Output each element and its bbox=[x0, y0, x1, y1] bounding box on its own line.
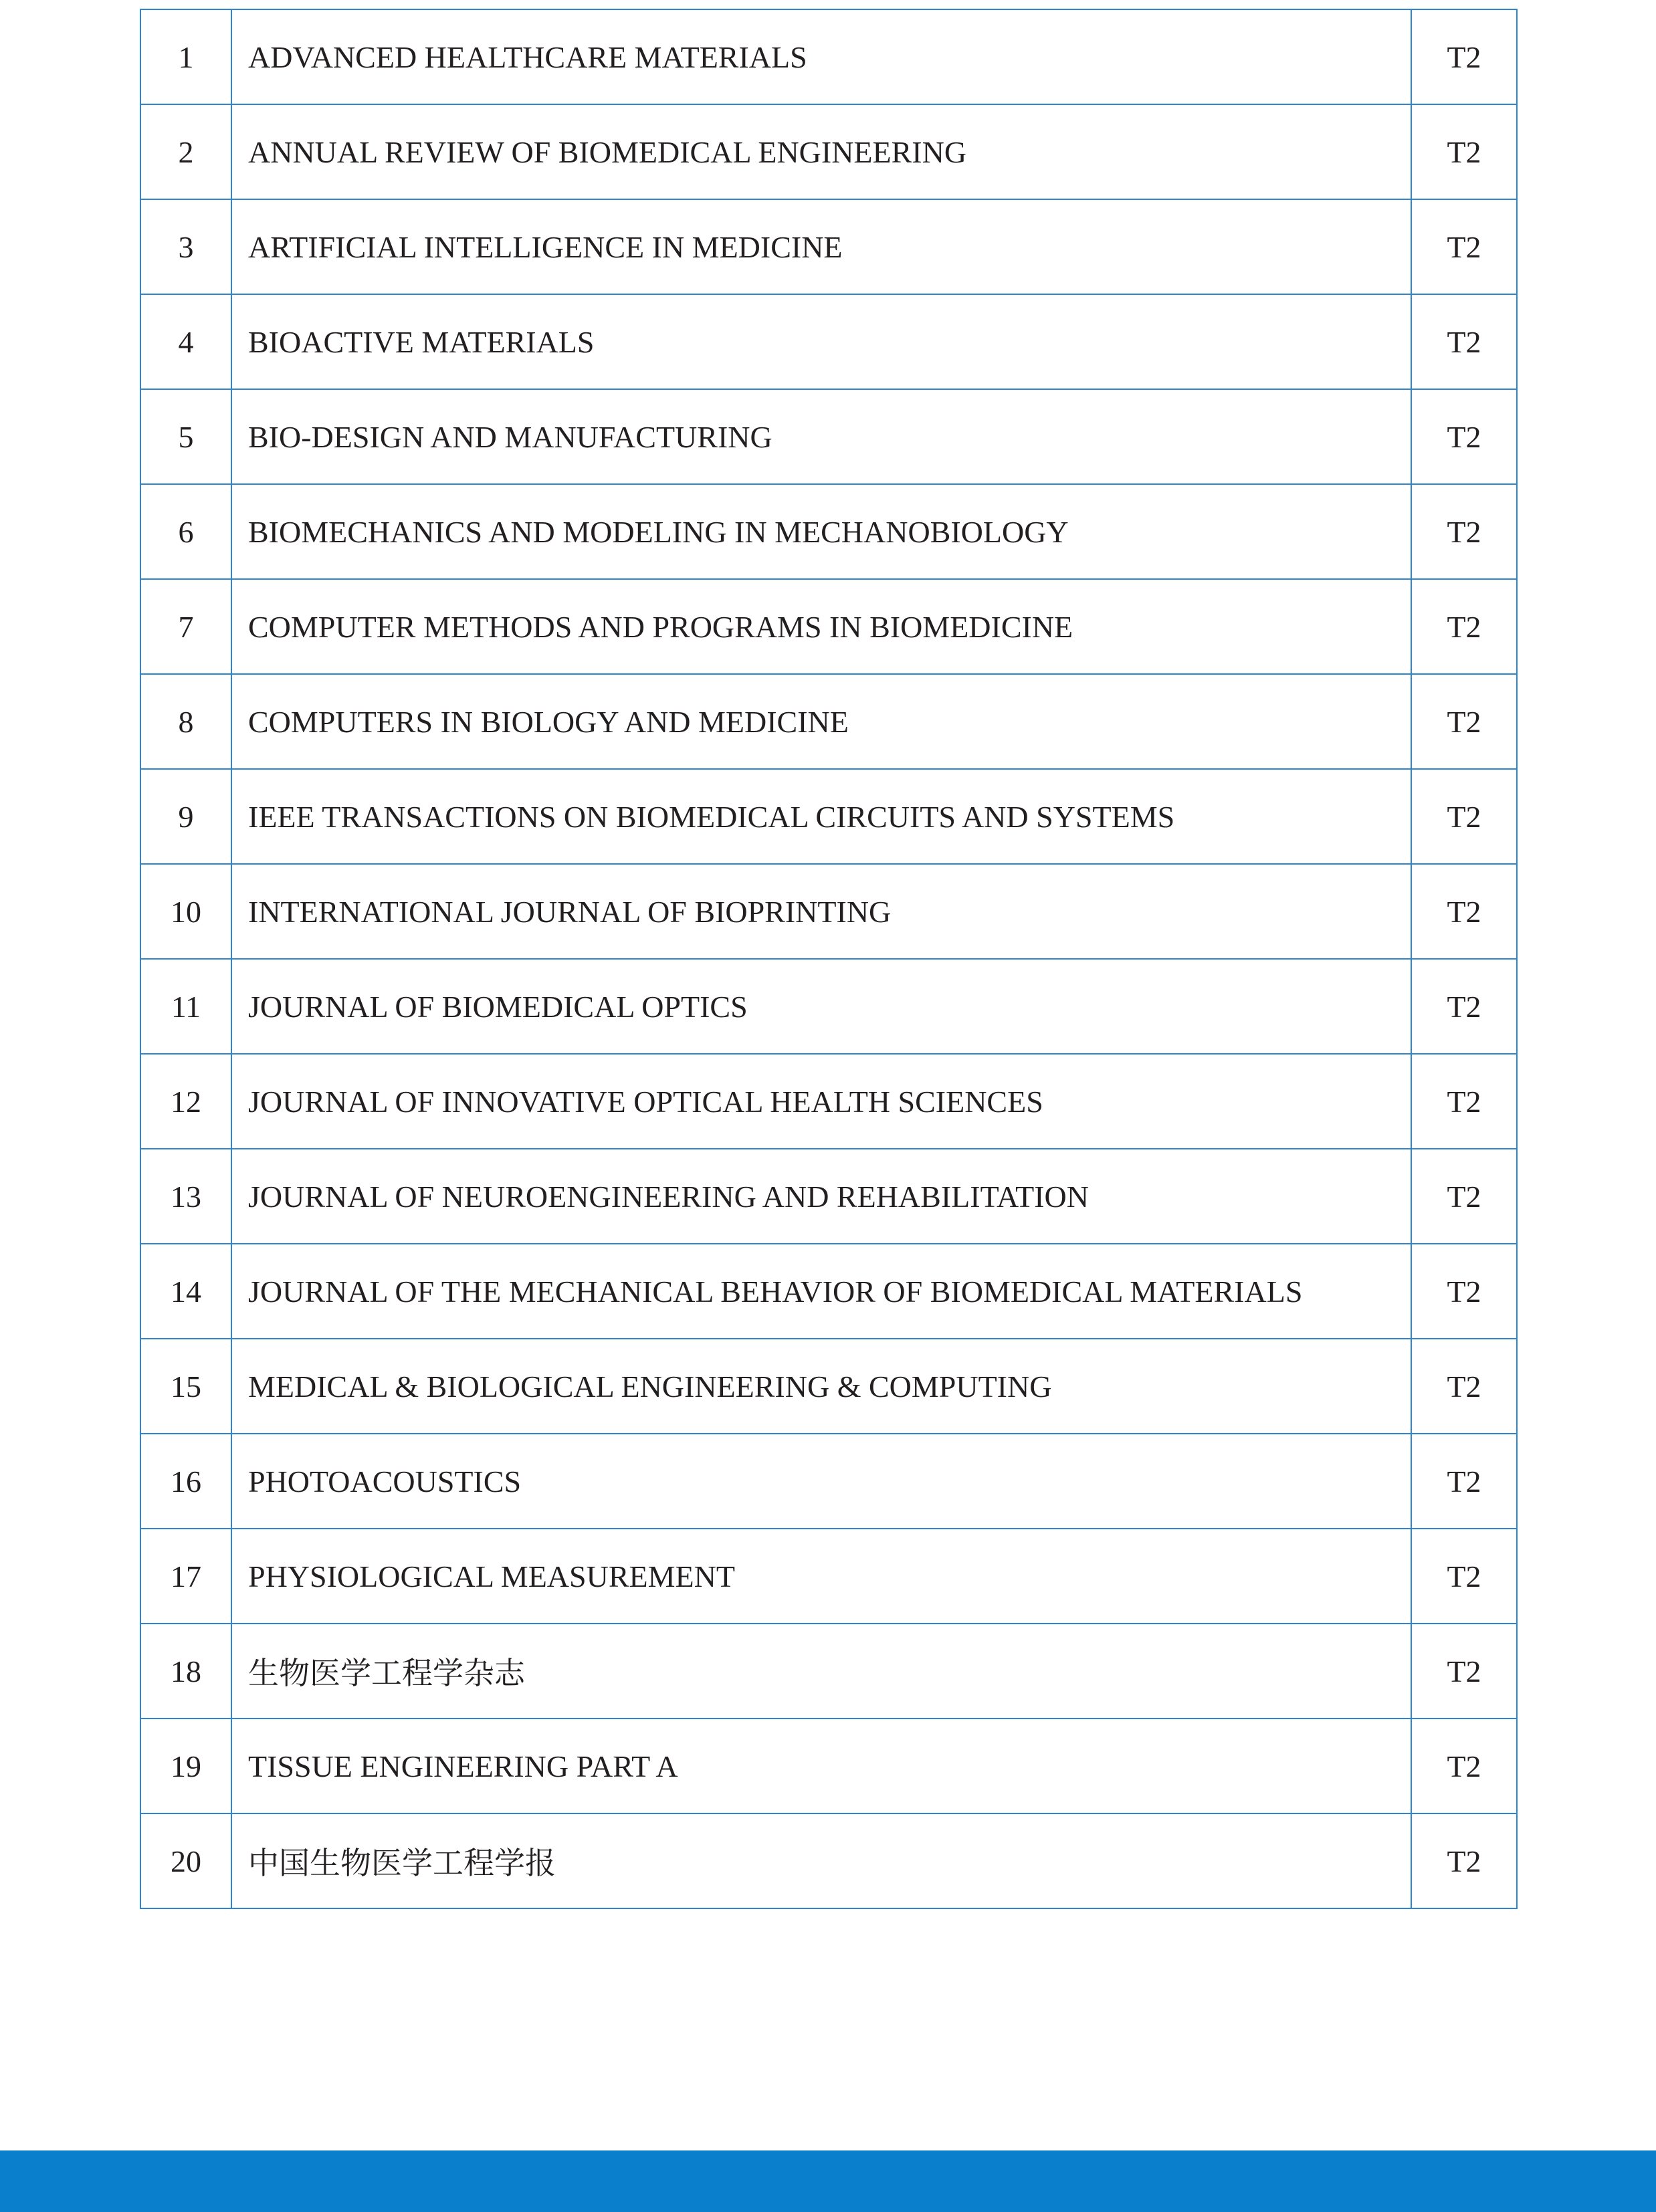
table-row bbox=[140, 674, 1517, 769]
tier-cell: T2 bbox=[1411, 104, 1517, 199]
tier-cell: T2 bbox=[1411, 864, 1517, 959]
journal-name-cell: MEDICAL & BIOLOGICAL ENGINEERING & COMPUTING bbox=[231, 1339, 1411, 1434]
journal-name-cell: ARTIFICIAL INTELLIGENCE IN MEDICINE bbox=[231, 199, 1411, 294]
row-index-cell: 4 bbox=[140, 294, 231, 389]
table-row bbox=[140, 769, 1517, 864]
journal-name-cell: BIOMECHANICS AND MODELING IN MECHANOBIOLOGY bbox=[231, 484, 1411, 579]
journal-table-body bbox=[140, 9, 1517, 1908]
table-row bbox=[140, 199, 1517, 294]
journal-name-cell: PHOTOACOUSTICS bbox=[231, 1434, 1411, 1529]
table-row bbox=[140, 1529, 1517, 1624]
tier-cell: T2 bbox=[1411, 199, 1517, 294]
tier-cell: T2 bbox=[1411, 959, 1517, 1054]
journal-name-cell: COMPUTERS IN BIOLOGY AND MEDICINE bbox=[231, 674, 1411, 769]
journal-name-cell: JOURNAL OF THE MECHANICAL BEHAVIOR OF BIOMEDICAL MATERIALS bbox=[231, 1244, 1411, 1339]
row-index-cell: 12 bbox=[140, 1054, 231, 1149]
tier-cell: T2 bbox=[1411, 1434, 1517, 1529]
tier-cell: T2 bbox=[1411, 294, 1517, 389]
tier-cell: T2 bbox=[1411, 1529, 1517, 1624]
table-row bbox=[140, 1719, 1517, 1813]
row-index-cell: 19 bbox=[140, 1719, 231, 1813]
row-index-cell: 14 bbox=[140, 1244, 231, 1339]
journal-name-cell: JOURNAL OF INNOVATIVE OPTICAL HEALTH SCIENCES bbox=[231, 1054, 1411, 1149]
row-index-cell: 13 bbox=[140, 1149, 231, 1244]
table-row bbox=[140, 864, 1517, 959]
table-row bbox=[140, 104, 1517, 199]
journal-name-cell: INTERNATIONAL JOURNAL OF BIOPRINTING bbox=[231, 864, 1411, 959]
journal-tier-table bbox=[140, 9, 1518, 1909]
tier-cell: T2 bbox=[1411, 1244, 1517, 1339]
row-index-cell: 7 bbox=[140, 579, 231, 674]
journal-name-cell: JOURNAL OF BIOMEDICAL OPTICS bbox=[231, 959, 1411, 1054]
table-row bbox=[140, 1434, 1517, 1529]
table-row bbox=[140, 484, 1517, 579]
journal-name-cell: ANNUAL REVIEW OF BIOMEDICAL ENGINEERING bbox=[231, 104, 1411, 199]
row-index-cell: 9 bbox=[140, 769, 231, 864]
journal-name-cell: ADVANCED HEALTHCARE MATERIALS bbox=[231, 9, 1411, 104]
table-row bbox=[140, 294, 1517, 389]
table-row bbox=[140, 1624, 1517, 1719]
journal-name-cell: TISSUE ENGINEERING PART A bbox=[231, 1719, 1411, 1813]
footer-band bbox=[0, 2150, 1656, 2212]
table-row bbox=[140, 1813, 1517, 1908]
table-row bbox=[140, 959, 1517, 1054]
tier-cell: T2 bbox=[1411, 1054, 1517, 1149]
row-index-cell: 10 bbox=[140, 864, 231, 959]
journal-name-cell: BIO-DESIGN AND MANUFACTURING bbox=[231, 389, 1411, 484]
table-row bbox=[140, 1339, 1517, 1434]
table-row bbox=[140, 1149, 1517, 1244]
row-index-cell: 11 bbox=[140, 959, 231, 1054]
row-index-cell: 2 bbox=[140, 104, 231, 199]
journal-name-cell: BIOACTIVE MATERIALS bbox=[231, 294, 1411, 389]
journal-name-cell: 生物医学工程学杂志 bbox=[231, 1624, 1411, 1719]
journal-name-cell: PHYSIOLOGICAL MEASUREMENT bbox=[231, 1529, 1411, 1624]
journal-name-cell: COMPUTER METHODS AND PROGRAMS IN BIOMEDICINE bbox=[231, 579, 1411, 674]
table-row bbox=[140, 1054, 1517, 1149]
tier-cell: T2 bbox=[1411, 674, 1517, 769]
row-index-cell: 6 bbox=[140, 484, 231, 579]
row-index-cell: 18 bbox=[140, 1624, 231, 1719]
tier-cell: T2 bbox=[1411, 389, 1517, 484]
tier-cell: T2 bbox=[1411, 484, 1517, 579]
table-row bbox=[140, 389, 1517, 484]
row-index-cell: 20 bbox=[140, 1813, 231, 1908]
row-index-cell: 16 bbox=[140, 1434, 231, 1529]
tier-cell: T2 bbox=[1411, 1719, 1517, 1813]
table-row bbox=[140, 1244, 1517, 1339]
table-row bbox=[140, 579, 1517, 674]
tier-cell: T2 bbox=[1411, 1149, 1517, 1244]
row-index-cell: 17 bbox=[140, 1529, 231, 1624]
tier-cell: T2 bbox=[1411, 1813, 1517, 1908]
tier-cell: T2 bbox=[1411, 769, 1517, 864]
row-index-cell: 8 bbox=[140, 674, 231, 769]
row-index-cell: 3 bbox=[140, 199, 231, 294]
row-index-cell: 5 bbox=[140, 389, 231, 484]
tier-cell: T2 bbox=[1411, 9, 1517, 104]
tier-cell: T2 bbox=[1411, 579, 1517, 674]
tier-cell: T2 bbox=[1411, 1624, 1517, 1719]
tier-cell: T2 bbox=[1411, 1339, 1517, 1434]
journal-name-cell: 中国生物医学工程学报 bbox=[231, 1813, 1411, 1908]
journal-name-cell: IEEE TRANSACTIONS ON BIOMEDICAL CIRCUITS AND SYSTEMS bbox=[231, 769, 1411, 864]
journal-name-cell: JOURNAL OF NEUROENGINEERING AND REHABILITATION bbox=[231, 1149, 1411, 1244]
row-index-cell: 1 bbox=[140, 9, 231, 104]
row-index-cell: 15 bbox=[140, 1339, 231, 1434]
table-row bbox=[140, 9, 1517, 104]
